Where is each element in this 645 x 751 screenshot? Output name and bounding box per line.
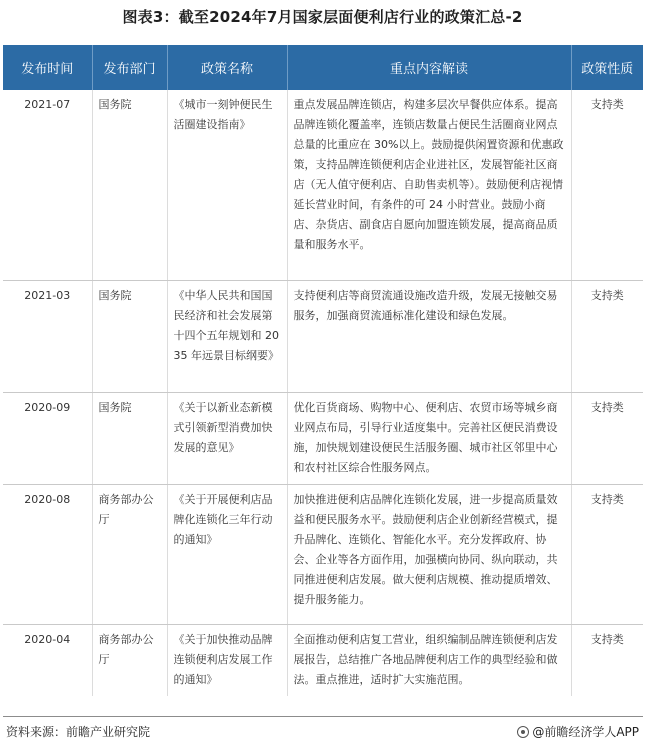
table-row [3, 281, 643, 393]
cell-dept: 商务部办公厅 [92, 625, 167, 697]
cell-policy-name: 《关于加快推动品牌连锁便利店发展工作的通知》 [167, 625, 287, 697]
wechat-icon [517, 726, 529, 738]
header-date: 发布时间 [3, 45, 92, 90]
cell-date: 2020-04 [24, 633, 71, 646]
brand-credit [517, 723, 639, 740]
cell-date: 2020-09 [3, 393, 92, 485]
cell-date: 2021-03 [3, 281, 92, 393]
cell-nature: 支持类 [571, 281, 643, 393]
cell-content: 全面推动便利店复工营业，组织编制品牌连锁便利店发展报告，总结推广各地品牌便利店工作的典型经验和做法。重点推进，适时扩大实施范围。 [287, 625, 571, 697]
cell-date: 2021-07 [3, 90, 92, 281]
cell-content: 重点发展品牌连锁店，构建多层次早餐供应体系。提高品牌连锁化覆盖率，连锁店数量占便民生活圈商业网点总量的比重应在 30%以上。鼓励提供闲置资源和优惠政策，支持品牌连锁便利店企业进社区，发展智能社区商店（无人值守便利店、自助售卖机等）。鼓励便利店视情延长营业时间，有条件的可 24 小时营业。鼓励小商店、杂货店、副食店自愿向加盟连锁发展，提高商品质量和服务水平。 [287, 90, 571, 281]
policy-table [3, 45, 643, 696]
cell-content: 优化百货商场、购物中心、便利店、农贸市场等城乡商业网点布局，引导行业适度集中。完善社区便民消费设施，加快规划建设便民生活服务圈、城市社区邻里中心和农村社区综合性服务网点。 [287, 393, 571, 485]
cell-date: 2020-08 [3, 485, 92, 625]
cell-dept: 商务部办公厅 [92, 485, 167, 625]
table-row [3, 485, 643, 625]
cell-content: 加快推进便利店品牌化连锁化发展，进一步提高质量效益和便民服务水平。鼓励便利店企业创新经营模式，提升品牌化、连锁化、智能化水平。充分发挥政府、协会、企业等各方面作用，加强横向协同、纵向联动，共同推进便利店发展。做大便利店规模、推动提质增效、提升服务能力。 [287, 485, 571, 625]
header-content: 重点内容解读 [287, 45, 571, 90]
table-row [3, 625, 643, 697]
cell-policy-name: 《中华人民共和国国民经济和社会发展第十四个五年规划和 2035 年远景目标纲要》 [167, 281, 287, 393]
cell-policy-name: 《城市一刻钟便民生活圈建设指南》 [167, 90, 287, 281]
header-nature: 政策性质 [571, 45, 643, 90]
cell-nature: 支持类 [571, 625, 643, 697]
cell-dept: 国务院 [92, 90, 167, 281]
source-note: 资料来源：前瞻产业研究院 [6, 725, 151, 739]
table-row [3, 90, 643, 281]
chart-title: 图表3：截至2024年7月国家层面便利店行业的政策汇总-2 [122, 8, 523, 26]
table-row [3, 393, 643, 485]
cell-content: 支持便利店等商贸流通设施改造升级，发展无接触交易服务，加强商贸流通标准化建设和绿色发展。 [287, 281, 571, 393]
header-name: 政策名称 [167, 45, 287, 90]
table-header-row [3, 45, 643, 90]
brand-label: @前瞻经济学人APP [532, 725, 639, 739]
cell-dept: 国务院 [92, 393, 167, 485]
cell-policy-name: 《关于开展便利店品牌化连锁化三年行动的通知》 [167, 485, 287, 625]
footer-divider [3, 716, 643, 717]
cell-policy-name: 《关于以新业态新模式引领新型消费加快发展的意见》 [167, 393, 287, 485]
header-dept: 发布部门 [92, 45, 167, 90]
cell-nature: 支持类 [571, 393, 643, 485]
cell-nature: 支持类 [571, 485, 643, 625]
cell-nature: 支持类 [571, 90, 643, 281]
cell-dept: 国务院 [92, 281, 167, 393]
